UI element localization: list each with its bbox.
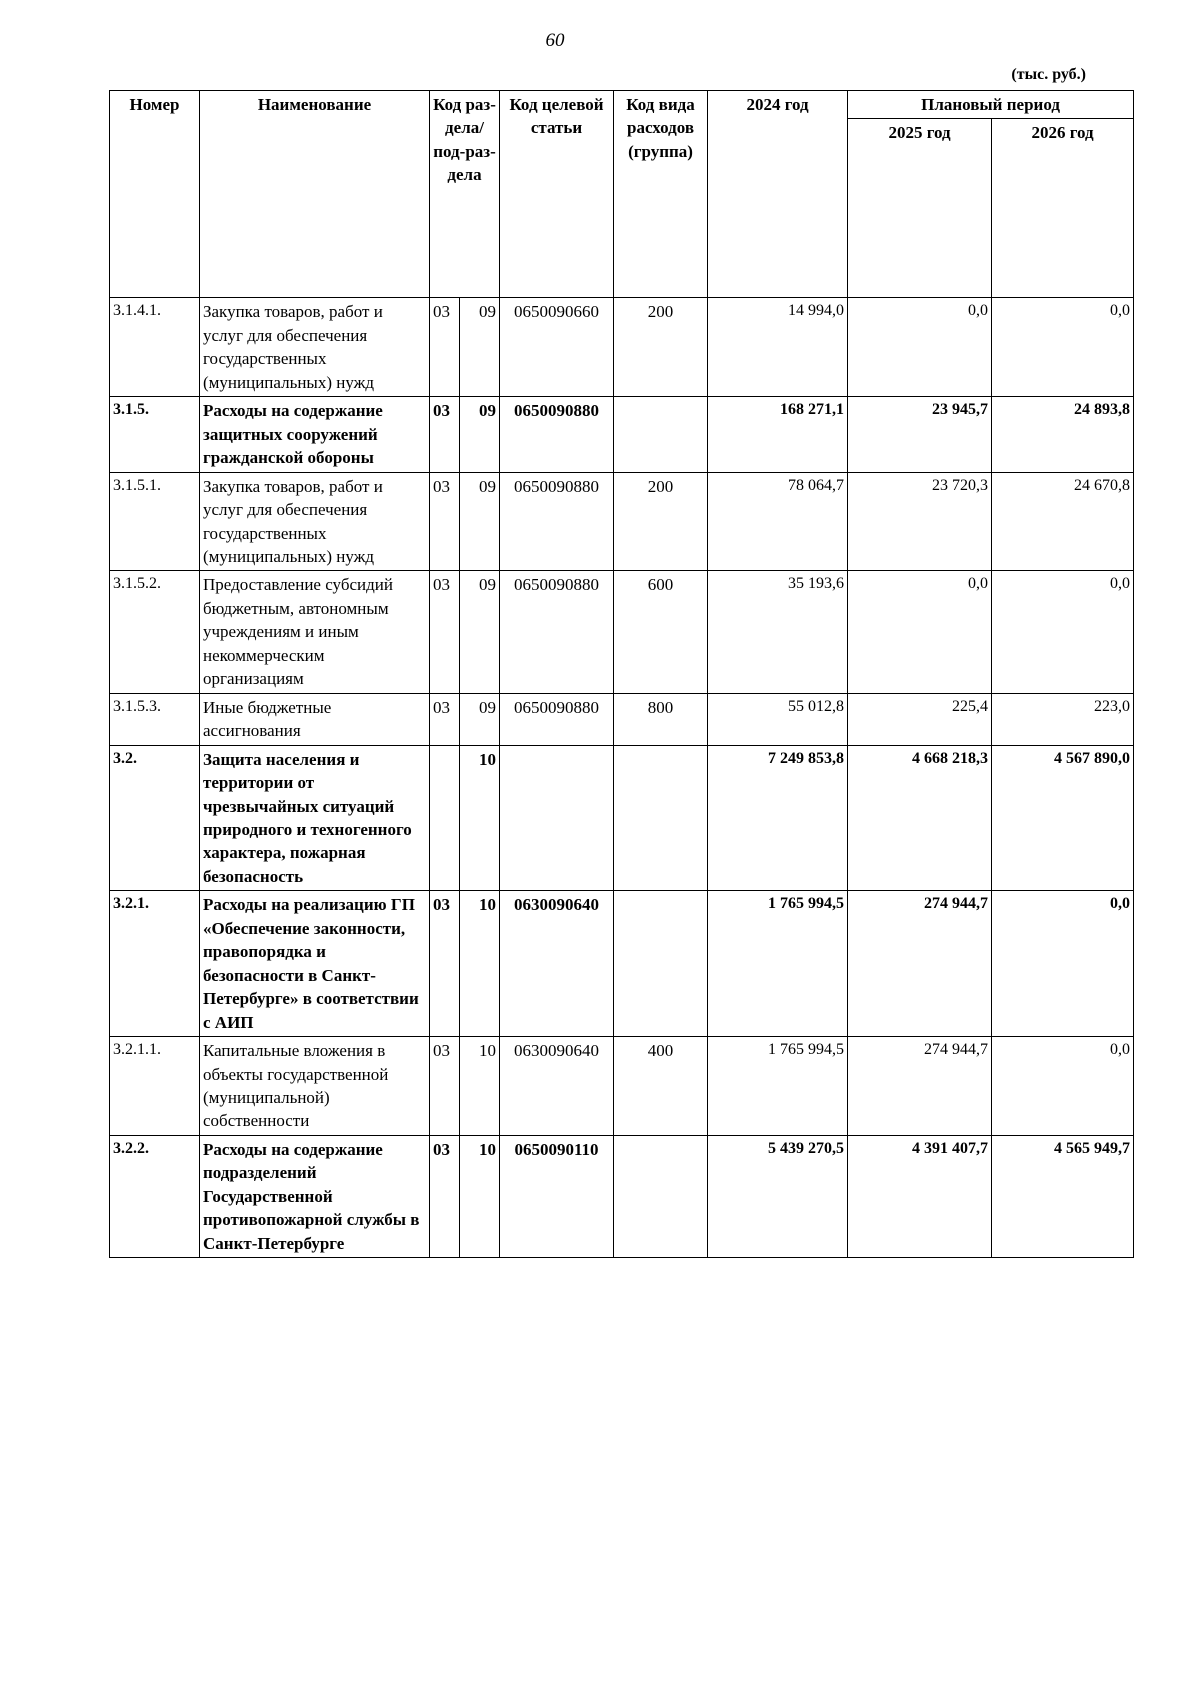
row-amount-2026: 24 670,8 xyxy=(992,472,1134,571)
row-amount-2026: 223,0 xyxy=(992,693,1134,745)
row-section-code: 03 xyxy=(430,1037,460,1136)
row-section-code: 03 xyxy=(430,891,460,1037)
header-expense-kind: Код вида расходов (группа) xyxy=(614,91,708,298)
row-amount-2025: 0,0 xyxy=(848,571,992,693)
row-number: 3.2.2. xyxy=(110,1135,200,1257)
row-section-code: 03 xyxy=(430,1135,460,1257)
row-amount-2025: 274 944,7 xyxy=(848,891,992,1037)
budget-table xyxy=(109,90,1134,1258)
row-amount-2026: 0,0 xyxy=(992,1037,1134,1136)
row-amount-2025: 274 944,7 xyxy=(848,1037,992,1136)
row-name: Закупка товаров, работ и услуг для обеспечения государственных (муниципальных) нужд xyxy=(200,298,430,397)
header-number: Номер xyxy=(110,91,200,298)
row-section-code: 03 xyxy=(430,472,460,571)
row-name: Расходы на содержание защитных сооружений гражданской обороны xyxy=(200,397,430,472)
header-name: Наименование xyxy=(200,91,430,298)
header-year-2026: 2026 год xyxy=(992,119,1134,298)
row-name: Расходы на реализацию ГП «Обеспечение законности, правопорядка и безопасности в Санкт-Петербурге» в соответствии с АИП xyxy=(200,891,430,1037)
row-target-code: 0650090880 xyxy=(500,472,614,571)
row-expense-kind xyxy=(614,1135,708,1257)
row-subsection-code: 09 xyxy=(460,693,500,745)
row-name: Капитальные вложения в объекты государственной (муниципальной) собственности xyxy=(200,1037,430,1136)
row-section-code: 03 xyxy=(430,397,460,472)
row-target-code xyxy=(500,745,614,891)
row-subsection-code: 09 xyxy=(460,298,500,397)
units-label: (тыс. руб.) xyxy=(1011,66,1086,83)
row-target-code: 0650090110 xyxy=(500,1135,614,1257)
row-target-code: 0630090640 xyxy=(500,891,614,1037)
row-section-code: 03 xyxy=(430,571,460,693)
row-amount-2025: 23 945,7 xyxy=(848,397,992,472)
row-expense-kind: 800 xyxy=(614,693,708,745)
row-subsection-code: 10 xyxy=(460,745,500,891)
row-name: Расходы на содержание подразделений Государственной противопожарной службы в Санкт-Петербурге xyxy=(200,1135,430,1257)
row-target-code: 0650090880 xyxy=(500,693,614,745)
row-amount-2024: 55 012,8 xyxy=(708,693,848,745)
row-section-code: 03 xyxy=(430,298,460,397)
row-amount-2025: 4 668 218,3 xyxy=(848,745,992,891)
row-amount-2025: 23 720,3 xyxy=(848,472,992,571)
header-year-2025: 2025 год xyxy=(848,119,992,298)
row-subsection-code: 10 xyxy=(460,1037,500,1136)
row-name: Иные бюджетные ассигнования xyxy=(200,693,430,745)
row-target-code: 0650090880 xyxy=(500,397,614,472)
header-planning-period: Плановый период xyxy=(848,91,1134,119)
row-amount-2024: 5 439 270,5 xyxy=(708,1135,848,1257)
row-amount-2025: 4 391 407,7 xyxy=(848,1135,992,1257)
row-target-code: 0630090640 xyxy=(500,1037,614,1136)
row-subsection-code: 09 xyxy=(460,472,500,571)
row-section-code xyxy=(430,745,460,891)
row-amount-2024: 35 193,6 xyxy=(708,571,848,693)
table-row xyxy=(110,1135,1134,1257)
row-target-code: 0650090660 xyxy=(500,298,614,397)
page-number: 60 xyxy=(545,30,565,51)
row-expense-kind: 200 xyxy=(614,298,708,397)
row-section-code: 03 xyxy=(430,693,460,745)
row-number: 3.2.1.1. xyxy=(110,1037,200,1136)
row-amount-2026: 4 567 890,0 xyxy=(992,745,1134,891)
row-amount-2024: 14 994,0 xyxy=(708,298,848,397)
row-number: 3.2.1. xyxy=(110,891,200,1037)
table-row xyxy=(110,298,1134,397)
row-subsection-code: 10 xyxy=(460,1135,500,1257)
table-row xyxy=(110,571,1134,693)
row-amount-2024: 7 249 853,8 xyxy=(708,745,848,891)
row-amount-2025: 225,4 xyxy=(848,693,992,745)
row-amount-2026: 0,0 xyxy=(992,571,1134,693)
row-amount-2024: 1 765 994,5 xyxy=(708,891,848,1037)
row-amount-2026: 4 565 949,7 xyxy=(992,1135,1134,1257)
row-number: 3.2. xyxy=(110,745,200,891)
row-number: 3.1.5.2. xyxy=(110,571,200,693)
row-name: Защита населения и территории от чрезвычайных ситуаций природного и техногенного характера, пожарная безопасность xyxy=(200,745,430,891)
header-section-code: Код раз-дела/ под-раз-дела xyxy=(430,91,500,298)
row-subsection-code: 09 xyxy=(460,397,500,472)
row-amount-2024: 168 271,1 xyxy=(708,397,848,472)
row-expense-kind xyxy=(614,745,708,891)
row-amount-2025: 0,0 xyxy=(848,298,992,397)
row-name: Предоставление субсидий бюджетным, автономным учреждениям и иным некоммерческим организациям xyxy=(200,571,430,693)
row-subsection-code: 09 xyxy=(460,571,500,693)
row-amount-2024: 78 064,7 xyxy=(708,472,848,571)
header-target-code: Код целевой статьи xyxy=(500,91,614,298)
row-amount-2024: 1 765 994,5 xyxy=(708,1037,848,1136)
row-expense-kind xyxy=(614,891,708,1037)
row-expense-kind: 200 xyxy=(614,472,708,571)
row-expense-kind: 400 xyxy=(614,1037,708,1136)
row-name: Закупка товаров, работ и услуг для обеспечения государственных (муниципальных) нужд xyxy=(200,472,430,571)
row-expense-kind: 600 xyxy=(614,571,708,693)
row-amount-2026: 0,0 xyxy=(992,298,1134,397)
table-row xyxy=(110,472,1134,571)
row-number: 3.1.4.1. xyxy=(110,298,200,397)
row-amount-2026: 0,0 xyxy=(992,891,1134,1037)
row-number: 3.1.5.1. xyxy=(110,472,200,571)
row-target-code: 0650090880 xyxy=(500,571,614,693)
header-year-2024: 2024 год xyxy=(708,91,848,298)
table-row xyxy=(110,1037,1134,1136)
row-amount-2026: 24 893,8 xyxy=(992,397,1134,472)
row-expense-kind xyxy=(614,397,708,472)
table-row xyxy=(110,745,1134,891)
table-row xyxy=(110,891,1134,1037)
table-row xyxy=(110,397,1134,472)
row-number: 3.1.5. xyxy=(110,397,200,472)
table-row xyxy=(110,693,1134,745)
row-number: 3.1.5.3. xyxy=(110,693,200,745)
row-subsection-code: 10 xyxy=(460,891,500,1037)
